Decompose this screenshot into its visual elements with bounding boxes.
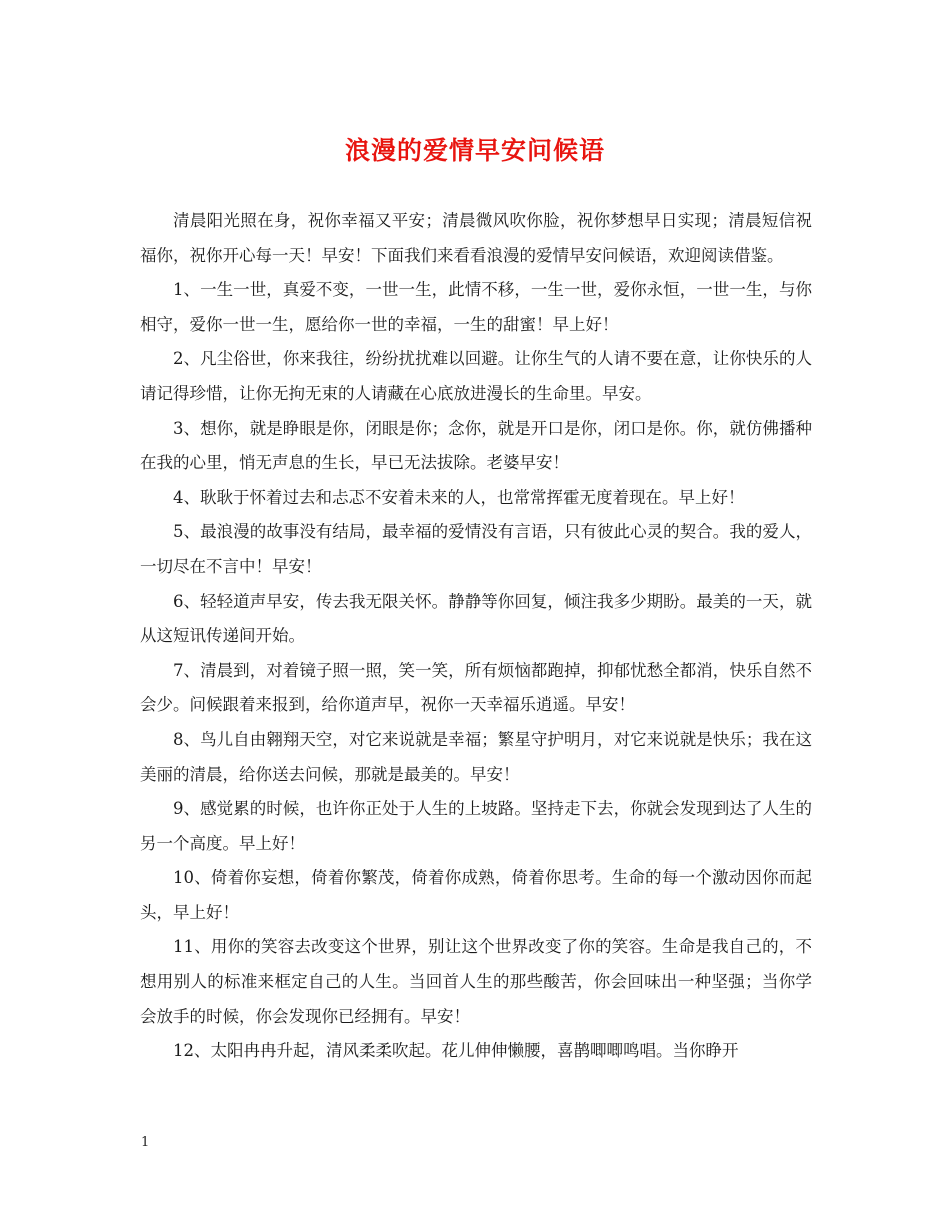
list-item: 9、感觉累的时候，也许你正处于人生的上坡路。坚持走下去，你就会发现到达了人生的另一个高度。早上好！ [140, 799, 812, 853]
list-item: 10、倚着你妄想，倚着你繁茂，倚着你成熟，倚着你思考。生命的每一个激动因你而起头，早上好！ [140, 868, 812, 922]
list-item: 6、轻轻道声早安，传去我无限关怀。静静等你回复，倾注我多少期盼。最美的一天，就从这短讯传递间开始。 [140, 591, 812, 646]
list-item: 7、清晨到，对着镜子照一照，笑一笑，所有烦恼都跑掉，抑郁忧愁全都消，快乐自然不会少。问候跟着来报到，给你道声早，祝你一天幸福乐逍遥。早安！ [140, 660, 812, 715]
document-title: 浪漫的爱情早安问候语 [344, 136, 605, 165]
intro-paragraph: 清晨阳光照在身，祝你幸福又平安；清晨微风吹你脸，祝你梦想早日实现；清晨短信祝福你，祝你开心每一天！早安！下面我们来看看浪漫的爱情早安问候语，欢迎阅读借鉴。 [140, 211, 812, 265]
list-item: 5、最浪漫的故事没有结局，最幸福的爱情没有言语，只有彼此心灵的契合。我的爱人，一切尽在不言中！早安！ [140, 522, 812, 576]
list-item: 12、太阳冉冉升起，清风柔柔吹起。花儿伸伸懒腰，喜鹊唧唧鸣唱。当你睁开 [173, 1041, 739, 1061]
list-item: 2、凡尘俗世，你来我往，纷纷扰扰难以回避。让你生气的人请不要在意，让你快乐的人请记得珍惜，让你无拘无束的人请藏在心底放进漫长的生命里。早安。 [140, 349, 812, 403]
list-item: 1、一生一世，真爱不变，一世一生，此情不移，一生一世，爱你永恒，一世一生，与你相守，爱你一世一生，愿给你一世的幸福，一生的甜蜜！早上好！ [140, 280, 812, 334]
list-item: 8、鸟儿自由翱翔天空，对它来说就是幸福；繁星守护明月，对它来说就是快乐；我在这美丽的清晨，给你送去问候，那就是最美的。早安！ [140, 729, 812, 784]
list-item: 4、耿耿于怀着过去和忐忑不安着未来的人，也常常挥霍无度着现在。早上好！ [173, 487, 745, 507]
document-body [140, 204, 812, 1069]
list-item: 3、想你，就是睁眼是你，闭眼是你；念你，就是开口是你，闭口是你。你，就仿佛播种在我的心里，悄无声息的生长，早已无法拔除。老婆早安！ [140, 418, 812, 473]
list-item: 11、用你的笑容去改变这个世界，别让这个世界改变了你的笑容。生命是我自己的，不想用别人的标准来框定自己的人生。当回首人生的那些酸苦，你会回味出一种坚强；当你学会放手的时候，你会发现你已经拥有。早安！ [140, 937, 812, 1026]
page-number: 1 [141, 1135, 150, 1150]
